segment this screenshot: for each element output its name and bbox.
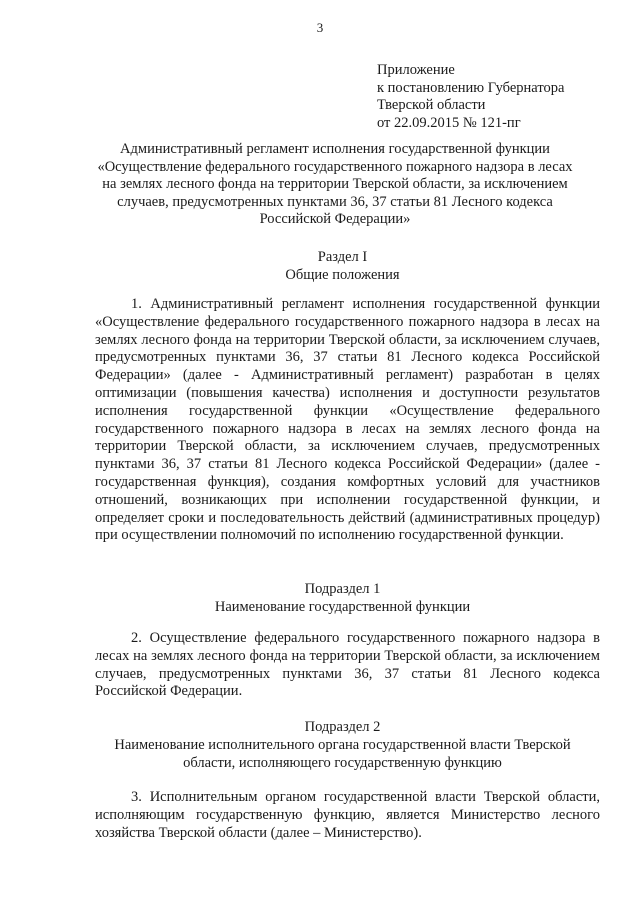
page-number: 3 <box>316 20 324 35</box>
paragraph-1: 1. Административный регламент исполнения государственной функции «Осуществление федерального государственного пожарного надзора в лесах на землях лесного фонда на территории Тверской области, за исключением случаев, предусмотренных пунктами 36, 37 статьи 81 Лесного кодекса Российской Федерации» (далее - Административный регламент) разработан в целях оптимизации (повышения качества) исполнения и доступности результатов исполнения государственной функции «Осуществление федерального государственного пожарного надзора в лесах на землях лесного фонда на территории Тверской области, за исключением случаев, предусмотренных пунктами 36, 37 статьи 81 Лесного кодекса Российской Федерации» (далее - государственная функция), создания комфортных условий для участников отношений, возникающих при исполнении государственной функции, и определяет сроки и последовательность действий (административных процедур) при осуществлении полномочий по исполнению государственной функции. <box>95 296 600 544</box>
subsection-name: Наименование государственной функции <box>214 599 471 615</box>
appendix-line: к постановлению Губернатора <box>377 79 565 96</box>
title-line: Российской Федерации» <box>259 211 411 227</box>
title-line: «Осуществление федерального государственного пожарного надзора в лесах <box>97 158 573 175</box>
title-line: Административный регламент исполнения государственной функции <box>120 141 550 157</box>
subsection-2-heading <box>95 718 590 772</box>
title-line: случаев, предусмотренных пунктами 36, 37 статьи 81 Лесного кодекса <box>117 193 553 210</box>
appendix-block <box>377 62 564 132</box>
paragraph-2: 2. Осуществление федерального государственного пожарного надзора в лесах на землях лесного фонда на территории Тверской области, за исключением случаев, предусмотренных пунктами 36, 37 статьи 81 Лесного кодекса Российской Федерации. <box>95 630 600 700</box>
document-title <box>95 141 575 229</box>
section-name: Общие положения <box>285 267 400 283</box>
section-heading <box>95 248 590 284</box>
appendix-line: Приложение <box>377 62 455 78</box>
subsection-name: Наименование исполнительного органа государственной власти Тверской <box>114 737 571 753</box>
title-line: на землях лесного фонда на территории Тверской области, за исключением <box>102 176 568 192</box>
subsection-1-heading <box>95 580 590 616</box>
appendix-line: от 22.09.2015 № 121-пг <box>377 114 521 131</box>
subsection-name: области, исполняющего государственную функцию <box>183 755 502 771</box>
appendix-line: Тверской области <box>377 97 486 113</box>
section-number: Раздел I <box>317 249 368 265</box>
paragraph-3: 3. Исполнительным органом государственной власти Тверской области, исполняющим государственную функцию, является Министерство лесного хозяйства Тверской области (далее – Министерство). <box>95 789 600 841</box>
subsection-number: Подраздел 1 <box>304 581 381 597</box>
subsection-number: Подраздел 2 <box>304 719 381 735</box>
